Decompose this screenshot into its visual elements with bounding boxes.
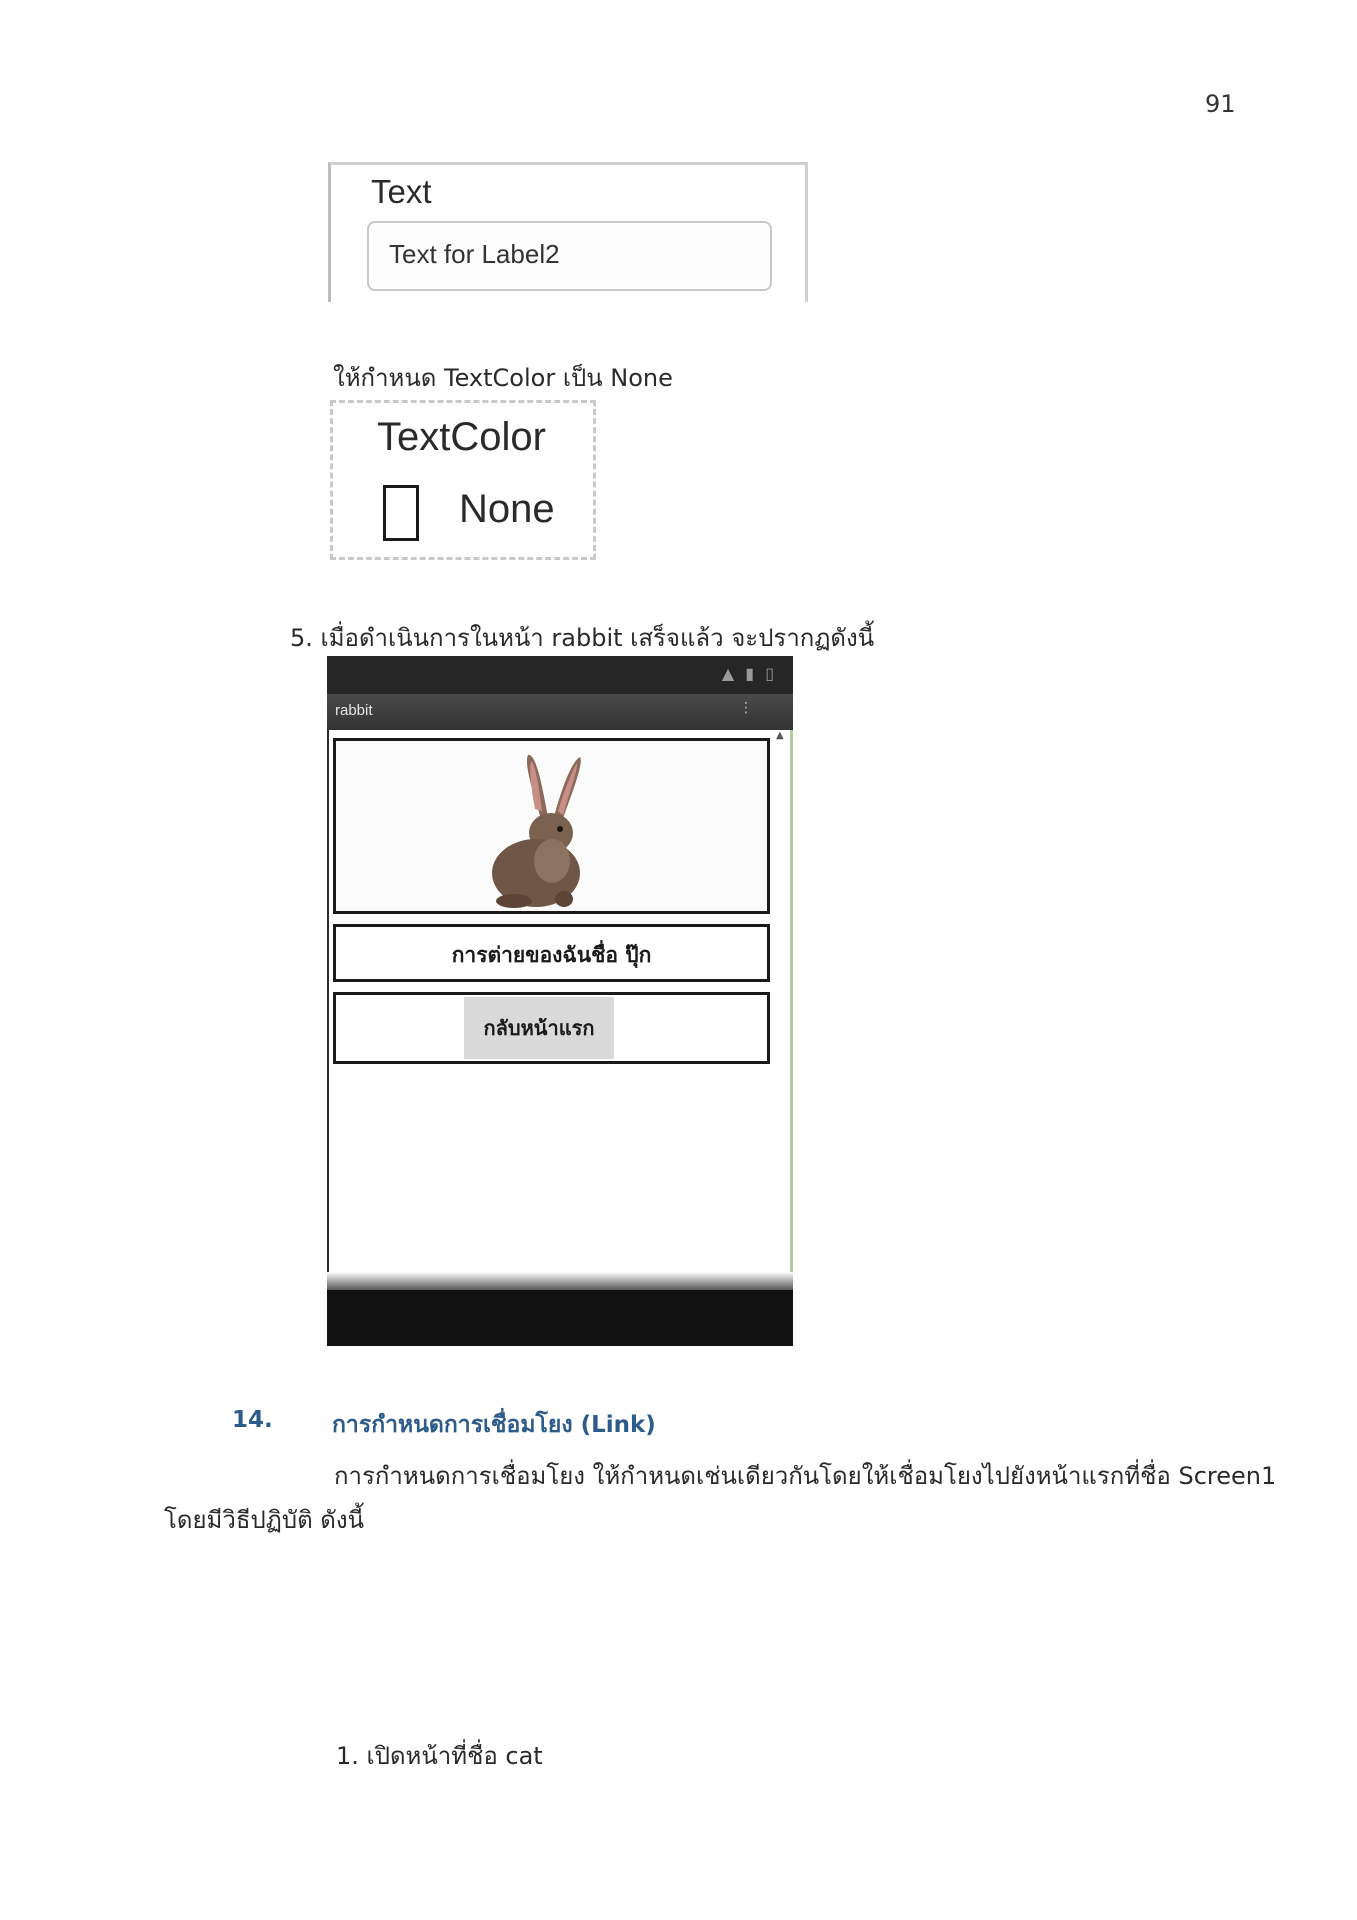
- back-to-home-button[interactable]: กลับหน้าแรก: [464, 997, 614, 1059]
- text-property-value: Text for Label2: [389, 239, 560, 269]
- phone-screenshot: [327, 656, 793, 1346]
- step-5-text: 5. เมื่อดำเนินการในหน้า rabbit เสร็จแล้ว จะปรากฏดังนี้: [290, 624, 875, 652]
- overflow-menu-icon[interactable]: ⋮: [739, 700, 753, 716]
- textcolor-property-panel: [330, 400, 596, 560]
- textcolor-property-value: None: [459, 487, 555, 531]
- paragraph-line-2: โดยมีวิธีปฏิบัติ ดังนี้: [164, 1506, 364, 1534]
- step-1-text: 1. เปิดหน้าที่ชื่อ cat: [336, 1742, 543, 1770]
- color-swatch[interactable]: [383, 485, 419, 541]
- section-title: การกำหนดการเชื่อมโยง (Link): [332, 1412, 656, 1438]
- text-property-heading: Text: [371, 173, 432, 210]
- scroll-up-icon[interactable]: ▲: [776, 730, 784, 741]
- text-property-panel: [328, 162, 808, 302]
- app-title-bar: [327, 694, 793, 730]
- app-title: rabbit: [335, 702, 373, 719]
- button-container: [333, 992, 770, 1064]
- textcolor-instruction: ให้กำหนด TextColor เป็น None: [333, 364, 673, 392]
- rabbit-image: [336, 741, 767, 911]
- page-number: 91: [1205, 90, 1236, 118]
- text-property-field[interactable]: [367, 221, 772, 291]
- rabbit-label: การต่ายของฉันชื่อ ปุ๊ก: [451, 943, 652, 967]
- textcolor-property-heading: TextColor: [377, 415, 546, 459]
- rabbit-image-box: [333, 738, 770, 914]
- screen-area: [327, 730, 793, 1290]
- paragraph-line-1: การกำหนดการเชื่อมโยง ให้กำหนดเช่นเดียวกันโดยให้เชื่อมโยงไปยังหน้าแรกที่ชื่อ Screen1: [334, 1462, 1277, 1490]
- navigation-bar: [327, 1290, 793, 1346]
- status-bar: [327, 656, 793, 694]
- label-box: [333, 924, 770, 982]
- section-number: 14.: [232, 1407, 273, 1433]
- status-icons: ▲ ▮ ▯: [721, 664, 777, 683]
